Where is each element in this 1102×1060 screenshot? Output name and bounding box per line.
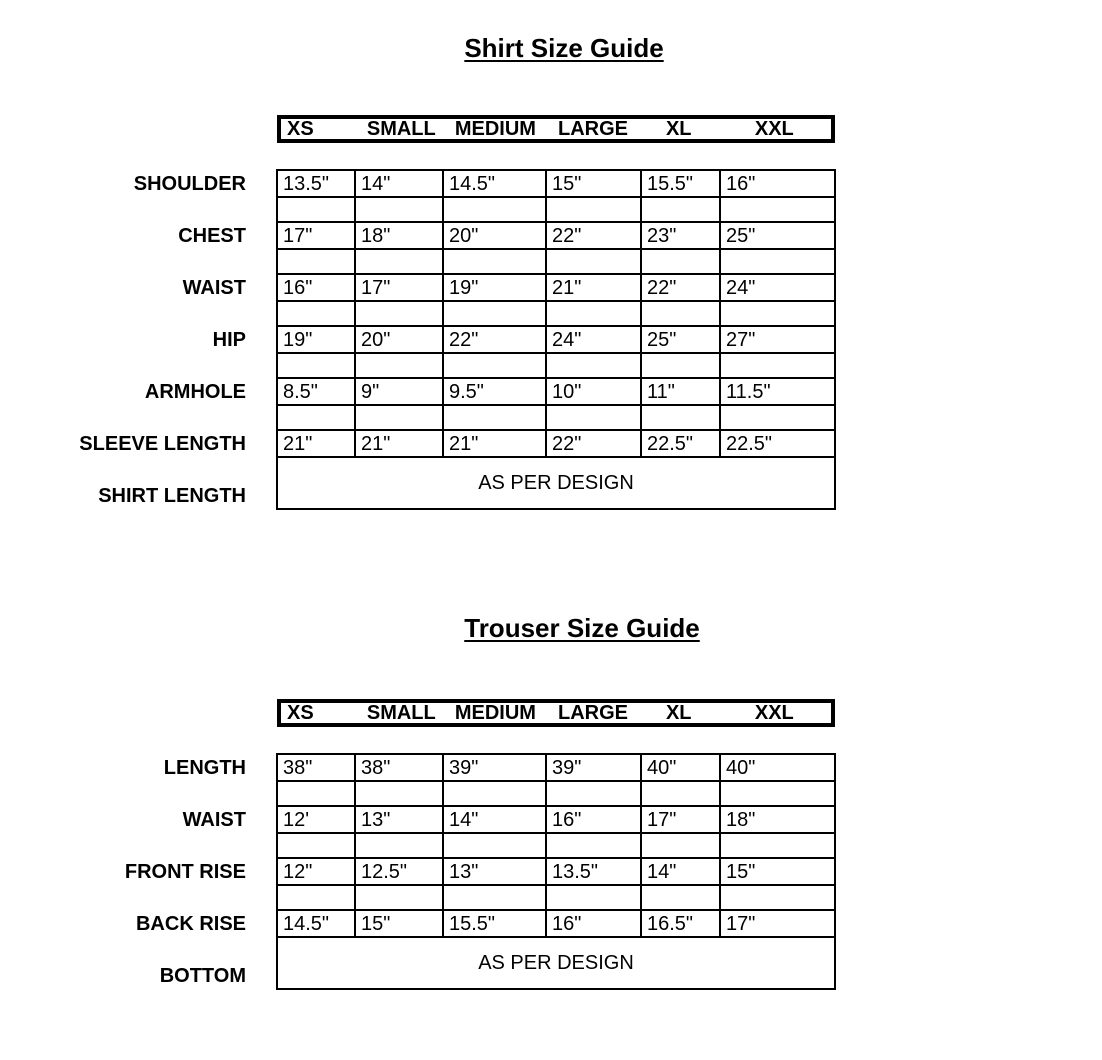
size-column-header-small: SMALL xyxy=(366,702,436,724)
empty-cell xyxy=(443,249,546,274)
size-value-cell: 21" xyxy=(546,274,641,301)
shirt-size-header-row xyxy=(277,115,835,143)
size-value-cell: 40" xyxy=(641,754,720,781)
empty-cell xyxy=(277,833,355,858)
size-column-header-xxl: XXL xyxy=(754,118,794,140)
row-label-back-rise: BACK RISE xyxy=(135,912,246,935)
size-value-cell: 14" xyxy=(641,858,720,885)
empty-cell xyxy=(277,197,355,222)
size-value-cell: 15" xyxy=(720,858,835,885)
size-value-cell: 15.5" xyxy=(443,910,546,937)
size-value-cell: 15" xyxy=(546,170,641,197)
as-per-design-cell: AS PER DESIGN xyxy=(277,937,835,989)
row-label-front-rise: FRONT RISE xyxy=(124,860,246,883)
size-value-cell: 14" xyxy=(443,806,546,833)
size-column-header-medium: MEDIUM xyxy=(454,118,536,140)
table-row xyxy=(60,858,835,885)
row-label-bottom: BOTTOM xyxy=(159,965,246,987)
size-value-cell: 10" xyxy=(546,378,641,405)
empty-cell xyxy=(720,197,835,222)
size-value-cell: 18" xyxy=(720,806,835,833)
size-value-cell: 13.5" xyxy=(546,858,641,885)
size-value-cell: 38" xyxy=(277,754,355,781)
size-value-cell: 17" xyxy=(720,910,835,937)
empty-cell xyxy=(546,301,641,326)
empty-cell xyxy=(546,833,641,858)
spacer-row xyxy=(60,405,835,430)
size-column-header-small: SMALL xyxy=(366,118,436,140)
size-value-cell: 18" xyxy=(355,222,443,249)
size-value-cell: 16" xyxy=(720,170,835,197)
size-value-cell: 20" xyxy=(355,326,443,353)
table-row xyxy=(60,430,835,457)
row-label-shirt-length: SHIRT LENGTH xyxy=(98,485,246,507)
size-value-cell: 39" xyxy=(546,754,641,781)
size-value-cell: 23" xyxy=(641,222,720,249)
size-column-header-xxl: XXL xyxy=(754,702,794,724)
size-value-cell: 24" xyxy=(546,326,641,353)
empty-cell xyxy=(546,405,641,430)
row-label-hip: HIP xyxy=(212,328,246,351)
shirt-guide-title: Shirt Size Guide xyxy=(464,33,664,63)
empty-cell xyxy=(641,197,720,222)
empty-cell xyxy=(355,885,443,910)
size-value-cell: 12' xyxy=(277,806,355,833)
empty-cell xyxy=(641,301,720,326)
size-value-cell: 39" xyxy=(443,754,546,781)
size-value-cell: 27" xyxy=(720,326,835,353)
empty-cell xyxy=(546,197,641,222)
size-column-header-xs: XS xyxy=(287,702,314,724)
spacer-row xyxy=(60,353,835,378)
empty-cell xyxy=(355,197,443,222)
empty-cell xyxy=(641,833,720,858)
size-value-cell: 22" xyxy=(443,326,546,353)
size-value-cell: 22" xyxy=(641,274,720,301)
empty-cell xyxy=(443,885,546,910)
empty-cell xyxy=(641,249,720,274)
empty-cell xyxy=(720,405,835,430)
size-value-cell: 20" xyxy=(443,222,546,249)
size-column-header-large: LARGE xyxy=(557,702,628,724)
size-value-cell: 22" xyxy=(546,430,641,457)
size-value-cell: 13.5" xyxy=(277,170,355,197)
empty-cell xyxy=(546,885,641,910)
size-value-cell: 13" xyxy=(355,806,443,833)
row-label-waist: WAIST xyxy=(182,808,246,831)
table-row xyxy=(60,378,835,405)
size-value-cell: 16" xyxy=(546,806,641,833)
size-value-cell: 25" xyxy=(720,222,835,249)
size-value-cell: 19" xyxy=(277,326,355,353)
row-label-length: LENGTH xyxy=(163,756,246,779)
size-value-cell: 14.5" xyxy=(277,910,355,937)
size-column-header-xl: XL xyxy=(665,702,692,724)
size-value-cell: 22" xyxy=(546,222,641,249)
trouser-guide-title: Trouser Size Guide xyxy=(464,613,700,643)
table-row xyxy=(60,937,835,989)
spacer-row xyxy=(60,197,835,222)
as-per-design-cell: AS PER DESIGN xyxy=(277,457,835,509)
empty-cell xyxy=(720,249,835,274)
table-row xyxy=(60,274,835,301)
empty-cell xyxy=(443,833,546,858)
size-value-cell: 17" xyxy=(641,806,720,833)
size-value-cell: 24" xyxy=(720,274,835,301)
empty-cell xyxy=(546,781,641,806)
spacer-row xyxy=(60,833,835,858)
empty-cell xyxy=(443,405,546,430)
size-column-header-xs: XS xyxy=(287,118,314,140)
empty-cell xyxy=(277,301,355,326)
row-label-chest: CHEST xyxy=(178,224,246,247)
size-value-cell: 38" xyxy=(355,754,443,781)
size-value-cell: 16" xyxy=(546,910,641,937)
size-value-cell: 21" xyxy=(277,430,355,457)
size-value-cell: 19" xyxy=(443,274,546,301)
size-value-cell: 17" xyxy=(277,222,355,249)
empty-cell xyxy=(641,405,720,430)
empty-cell xyxy=(641,353,720,378)
size-value-cell: 15.5" xyxy=(641,170,720,197)
empty-cell xyxy=(355,405,443,430)
size-value-cell: 12" xyxy=(277,858,355,885)
size-value-cell: 8.5" xyxy=(277,378,355,405)
size-value-cell: 25" xyxy=(641,326,720,353)
size-value-cell: 21" xyxy=(443,430,546,457)
empty-cell xyxy=(355,781,443,806)
size-value-cell: 9.5" xyxy=(443,378,546,405)
size-value-cell: 13" xyxy=(443,858,546,885)
empty-cell xyxy=(277,249,355,274)
table-row xyxy=(60,170,835,197)
size-value-cell: 12.5" xyxy=(355,858,443,885)
empty-cell xyxy=(277,353,355,378)
empty-cell xyxy=(720,353,835,378)
spacer-row xyxy=(60,249,835,274)
empty-cell xyxy=(355,249,443,274)
empty-cell xyxy=(720,781,835,806)
size-value-cell: 11.5" xyxy=(720,378,835,405)
size-column-header-xl: XL xyxy=(665,118,692,140)
table-row xyxy=(60,910,835,937)
empty-cell xyxy=(277,405,355,430)
empty-cell xyxy=(546,353,641,378)
empty-cell xyxy=(355,353,443,378)
empty-cell xyxy=(641,781,720,806)
table-row xyxy=(60,806,835,833)
trouser-size-table xyxy=(60,753,836,990)
size-value-cell: 14.5" xyxy=(443,170,546,197)
spacer-row xyxy=(60,301,835,326)
row-label-shoulder: SHOULDER xyxy=(133,172,246,195)
row-label-armhole: ARMHOLE xyxy=(144,380,246,403)
empty-cell xyxy=(546,249,641,274)
empty-cell xyxy=(720,301,835,326)
size-value-cell: 16" xyxy=(277,274,355,301)
size-value-cell: 16.5" xyxy=(641,910,720,937)
spacer-row xyxy=(60,885,835,910)
empty-cell xyxy=(641,885,720,910)
row-label-waist: WAIST xyxy=(182,276,246,299)
empty-cell xyxy=(355,833,443,858)
shirt-size-table xyxy=(60,169,836,510)
table-row xyxy=(60,222,835,249)
empty-cell xyxy=(443,197,546,222)
empty-cell xyxy=(355,301,443,326)
size-column-header-medium: MEDIUM xyxy=(454,702,536,724)
empty-cell xyxy=(443,781,546,806)
empty-cell xyxy=(277,885,355,910)
empty-cell xyxy=(443,353,546,378)
size-value-cell: 15" xyxy=(355,910,443,937)
row-label-sleeve-length: SLEEVE LENGTH xyxy=(79,432,246,455)
size-value-cell: 21" xyxy=(355,430,443,457)
size-value-cell: 22.5" xyxy=(641,430,720,457)
trouser-size-header-row xyxy=(277,699,835,727)
empty-cell xyxy=(720,885,835,910)
size-value-cell: 40" xyxy=(720,754,835,781)
size-value-cell: 11" xyxy=(641,378,720,405)
size-value-cell: 17" xyxy=(355,274,443,301)
empty-cell xyxy=(443,301,546,326)
table-row xyxy=(60,457,835,509)
empty-cell xyxy=(720,833,835,858)
size-value-cell: 9" xyxy=(355,378,443,405)
table-row xyxy=(60,754,835,781)
spacer-row xyxy=(60,781,835,806)
empty-cell xyxy=(277,781,355,806)
size-value-cell: 22.5" xyxy=(720,430,835,457)
table-row xyxy=(60,326,835,353)
size-value-cell: 14" xyxy=(355,170,443,197)
size-column-header-large: LARGE xyxy=(557,118,628,140)
